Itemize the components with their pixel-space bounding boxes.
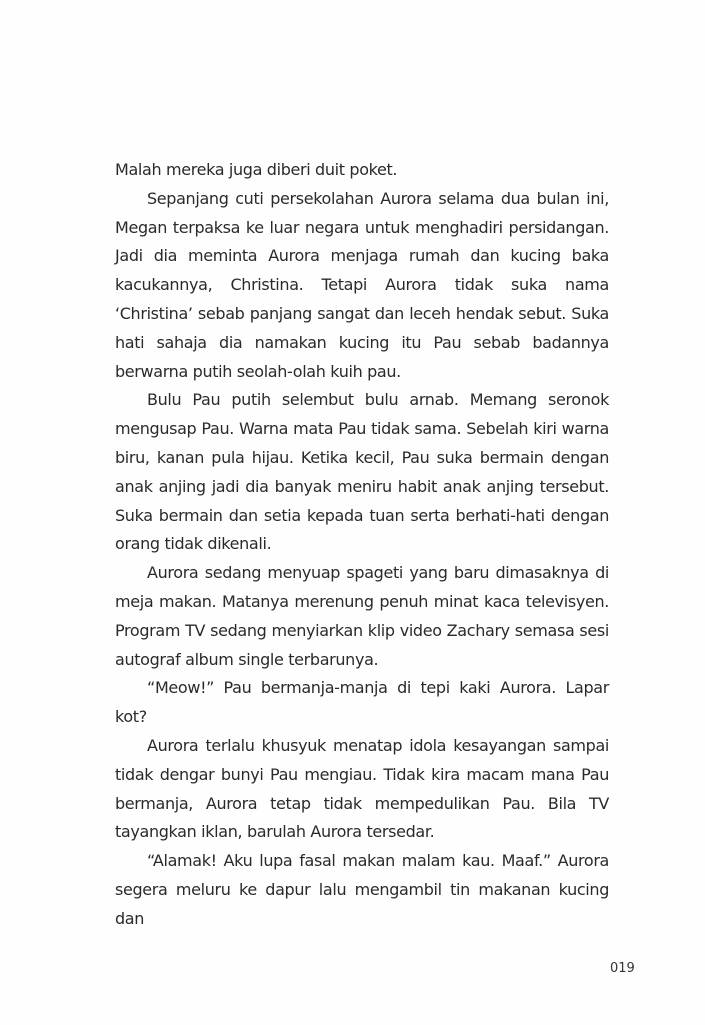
paragraph-6: Aurora terlalu khusyuk menatap idola kesayangan sampai tidak dengar bunyi Pau mengiau. Tidak kira macam mana Pau bermanja, Aurora tetap tidak mempedulikan Pau. Bila TV tayangkan iklan, barulah Aurora tersedar. — [115, 735, 609, 842]
paragraph-3: Bulu Pau putih selembut bulu arnab. Memang seronok mengusap Pau. Warna mata Pau tidak sama. Sebelah kiri warna biru, kanan pula hijau. Ketika kecil, Pau suka bermain dengan anak anjing jadi dia banyak meniru habit anak anjing tersebut. Suka bermain dan setia kepada tuan serta berhati-hati dengan orang tidak dikenali. — [115, 390, 609, 554]
paragraph-2: Sepanjang cuti persekolahan Aurora selama dua bulan ini, Megan terpaksa ke luar negara untuk menghadiri persidangan. Jadi dia meminta Aurora menjaga rumah dan kucing baka kacukannya, Christina. Tetapi Aurora tidak suka nama ‘Christina’ sebab panjang sangat dan leceh hendak sebut. Suka hati sahaja dia namakan kucing itu Pau sebab badannya berwarna putih seolah-olah kuih pau. — [115, 188, 609, 381]
paragraph-1: Malah mereka juga diberi duit poket. — [115, 160, 398, 179]
paragraph-7: “Alamak! Aku lupa fasal makan malam kau. Maaf.” Aurora segera meluru ke dapur lalu mengambil tin makanan kucing dan — [115, 851, 609, 928]
page-number: 019 — [610, 961, 635, 976]
paragraph-5: “Meow!” Pau bermanja-manja di tepi kaki Aurora. Lapar kot? — [115, 678, 609, 727]
paragraph-4: Aurora sedang menyuap spageti yang baru dimasaknya di meja makan. Matanya merenung penuh minat kaca televisyen. Program TV sedang menyiarkan klip video Zachary semasa sesi autograf album single terbarunya. — [115, 563, 609, 669]
body-text — [115, 156, 609, 934]
